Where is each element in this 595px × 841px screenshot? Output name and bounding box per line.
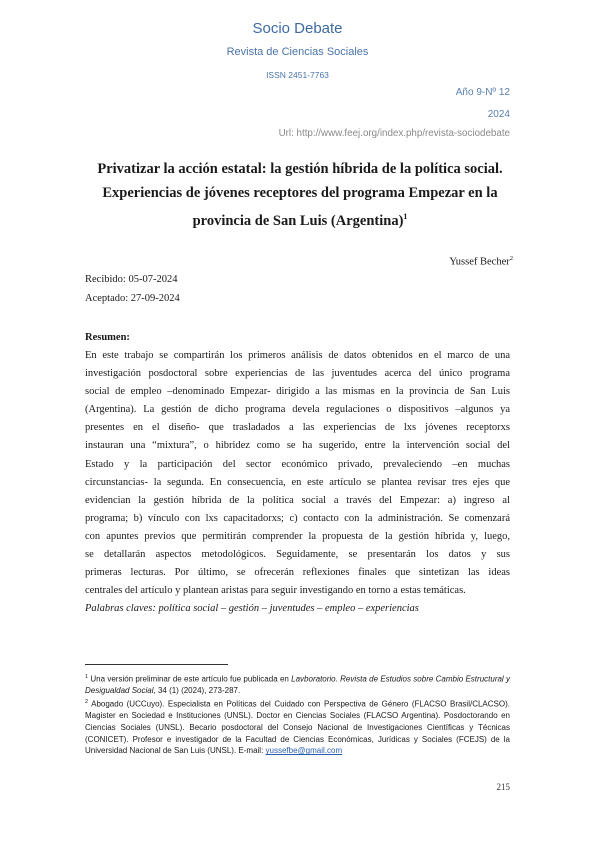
accepted-date: Aceptado: 27-09-2024 xyxy=(85,293,180,304)
abstract-line: investigación posdoctoral sobre experiencias de las juventudes acerca del único programa xyxy=(85,368,510,380)
abstract-line: instauran una “mixtura”, o hibridez como se ha sugerido, entre la intervención social del xyxy=(85,440,510,452)
publication-year: 2024 xyxy=(487,109,510,120)
abstract-line: programa; b) vínculo con lxs capacitadorxs; c) contacto con la administración. Se comenzará xyxy=(85,512,510,524)
footnote-ref-2[interactable]: 2 xyxy=(509,255,513,262)
abstract-heading: Resumen: xyxy=(85,332,130,343)
footnote-ref-1[interactable]: 1 xyxy=(403,212,408,221)
abstract-line: social de empleo –denominado Empezar- dirigido a las mismas en la provincia de San Luis xyxy=(85,386,510,398)
author-name: Yussef Becher$^2$ xyxy=(449,255,513,268)
volume-issue: Año 9-Nº 12 xyxy=(455,87,510,98)
footnote-1: $^1$ Una versión preliminar de este artículo fue publicada en Lavboratorio. Revista de Estudios sobre Cambio Estructural y Desigualdad Social, 34 (1) (2024), 273-287. xyxy=(85,674,511,696)
footnote-2: $^2$ Abogado (UCCuyo). Especialista en Políticas del Cuidado con Perspectiva de Género (FLACSO Brasil/CLACSO). Magister en Sociedad e Instituciones (UNSL). Doctor en Ciencias Sociales (FLACSO Argentina). Posdoctorando en Ciencias Sociales (UNSL). Becario posdoctoral del Consejo Nacional de Investigaciones Científicas y Técnicas (CONICET). Profesor e investigador de la Facultad de Ciencias Económicas, Jurídicas y Sociales (FCEJS) de la Universidad Nacional de San Luis (UNSL). E-mail: yussefbe@gmail.com xyxy=(85,699,510,756)
journal-title: Socio Debate xyxy=(252,20,343,37)
footnote-separator xyxy=(85,664,228,665)
abstract-line: (Argentina). La gestión de dicho programa devela regulaciones o dispositivos –algunos ya xyxy=(85,404,510,416)
abstract-body xyxy=(85,347,510,618)
journal-url: Url: http://www.feej.org/index.php/revista-sociodebate xyxy=(278,128,510,139)
article-title-line: Experiencias de jóvenes receptores del programa Empezar en la xyxy=(102,185,498,201)
abstract-line: circunstancias- la segunda. En consecuencia, en este artículo se plantea revisar tres ejes que xyxy=(85,476,510,488)
author-email-link[interactable]: yussefbe@gmail.com xyxy=(265,746,343,756)
abstract-line: En este trabajo se compartirán los primeros análisis de datos obtenidos en el marco de una xyxy=(85,350,510,361)
article-title xyxy=(80,157,520,233)
keywords: Palabras claves: política social – gestión – juventudes – empleo – experiencias xyxy=(85,603,419,615)
abstract-line: centrales del artículo y plantean aristas para seguir investigando en torno a estas temáticas. xyxy=(85,585,466,597)
abstract-line: con apuntes previos que permitirán comprender la propuesta de la gestión híbrida y, luego, xyxy=(85,530,510,542)
page-number: 215 xyxy=(496,782,510,792)
abstract-line: se detallarán aspectos metodológicos. Seguidamente, se presentarán los datos y sus xyxy=(85,549,510,561)
footnote-mark: 2 xyxy=(85,699,89,705)
article-title-line: provincia de San Luis (Argentina)$^1$ xyxy=(192,212,408,229)
abstract-line: evidencian la gestión híbrida de la política social a través del Empezar: a) ingreso al xyxy=(85,494,510,506)
journal-issn: ISSN 2451-7763 xyxy=(266,70,329,80)
journal-subtitle: Revista de Ciencias Sociales xyxy=(226,46,369,58)
footnote-mark: 1 xyxy=(85,674,89,680)
article-title-line: Privatizar la acción estatal: la gestión híbrida de la política social. xyxy=(97,161,503,177)
abstract-line: primeras lecturas. Por último, se ofrecerán reflexiones finales que sintetizan las ideas xyxy=(85,567,510,579)
abstract-line: Estado y la participación del sector económico privado, prevaleciendo –en muchas xyxy=(85,458,510,470)
abstract-line: presentes en el diseño- que trasladados a las experiencias de lxs jóvenes receptorxs xyxy=(85,422,510,434)
received-date: Recibido: 05-07-2024 xyxy=(85,274,178,285)
footnote-journal-title: Lavboratorio. Revista de Estudios sobre Cambio Estructural y Desigualdad Social xyxy=(85,674,511,696)
